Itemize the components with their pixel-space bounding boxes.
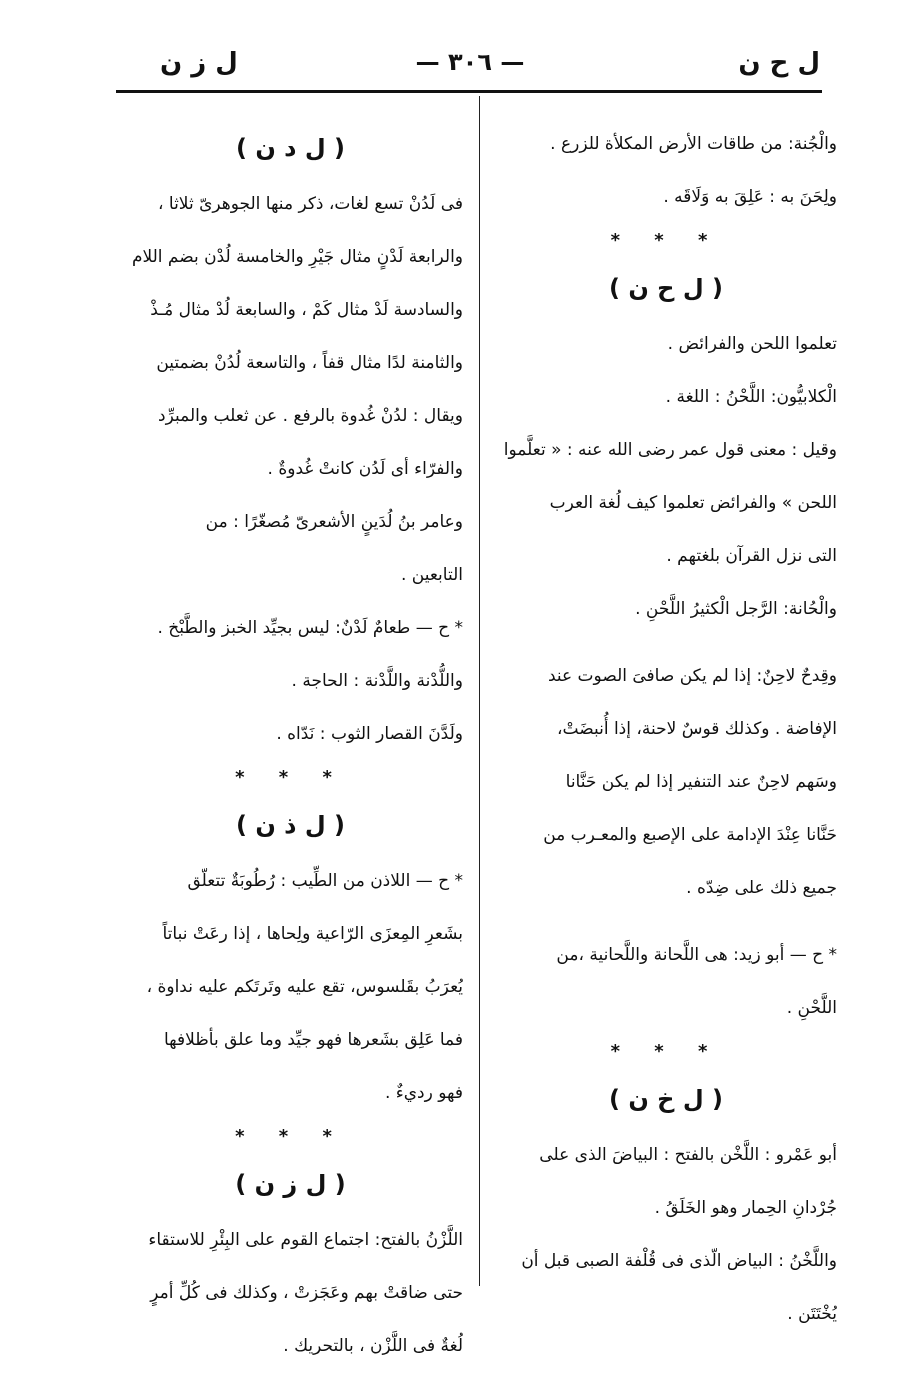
text-line: فما عَلِق بشَعرها فهو جيِّد وما علق بأظلافها (163, 1030, 463, 1050)
entry-lhn-abu-zaid (495, 929, 837, 1035)
column-divider (479, 96, 480, 1286)
header-root-right: ل ح ن (738, 48, 820, 78)
section-separator: * * * (235, 1126, 346, 1147)
text-line: اللحن » والفرائض تعلموا كيف لُغة العرب (549, 493, 837, 513)
left-column (118, 118, 463, 1373)
text-line: * ح — اللاذن من الطِّيب : رُطُوبَةٌ تتعلّق (187, 871, 463, 891)
text-line: واللَّخْنُ : البياض الّذى فى قُلْفة الصبى قبل أن (521, 1251, 837, 1271)
header-root-left: ل ز ن (160, 48, 238, 78)
text-line: * ح — طعامٌ لَدْنٌ: ليس بجيِّد الخبز والطَّبْخ . (157, 618, 463, 638)
text-line: تعلموا اللحن والفرائض . (667, 334, 837, 354)
root-heading-ldn: ( ل د ن ) (236, 134, 345, 162)
text-line: ولِحَنَ به : عَلِقَ به وَلَاقَه . (663, 187, 837, 207)
text-line: يُخْتَتَن . (787, 1304, 837, 1324)
text-line: حَنَّانا عِنْدَ الإدامة على الإصبع والمعـرب من (543, 825, 837, 845)
text-line: التابعين . (400, 565, 463, 585)
section-separator: * * * (610, 230, 722, 251)
root-heading-lhn: ( ل ح ن ) (609, 274, 723, 302)
entry-lhn (495, 318, 837, 636)
text-line: فى لَدُنْ تسع لغات، ذكر منها الجوهرىّ ثلاثا ، (158, 194, 463, 214)
entry-ladun-h (118, 602, 463, 761)
text-line: والْجُنة: من طاقات الأرض المكلأة للزرع . (550, 134, 837, 154)
entry-lkhn (495, 1129, 837, 1341)
text-line: اللَّزْنُ بالفتح: اجتماع القوم على البِئْرِ للاستقاء (148, 1230, 463, 1250)
text-line: أبو عَمْرو : اللَّخْن بالفتح : البياضَ الذى على (539, 1145, 837, 1165)
text-line: التى نزل القرآن بلغتهم . (666, 546, 837, 566)
text-line: الإفاضة . وكذلك قوسٌ لاحنة، إذا أُنبضَتْ، (557, 719, 837, 739)
text-line: جُرْدانِ الحِمار وهو الخَلَقُ . (654, 1198, 837, 1218)
text-line: فهو رديءٌ . (384, 1083, 463, 1103)
text-line: وسَهم لاحِنٌ عند التنفير إذا لم يكن حَنَّانا (565, 772, 837, 792)
root-heading-lzn: ( ل ز ن ) (235, 1170, 346, 1198)
section-separator: * * * (235, 767, 346, 788)
entry-ladhan (118, 855, 463, 1120)
entry-lazn (118, 1214, 463, 1373)
text-line: والثامنة لدًا مثال قفاً ، والتاسعة لُدُنْ بضمتين (156, 353, 463, 373)
root-heading-lkhn: ( ل خ ن ) (609, 1085, 723, 1113)
text-line: والرابعة لَدْنٍ مثال جَيْرِ والخامسة لُدْن بضم اللام (131, 247, 463, 267)
text-line: حتى ضاقتْ بهم وعَجَزتْ ، وكذلك فى كُلِّ أمرٍ (150, 1283, 463, 1303)
text-line: * ح — أبو زيد: هى اللَّحانة واللَّحانية ،من (556, 945, 837, 965)
text-line: ولَدَّنَ القصار الثوب : نَدّاه . (276, 724, 463, 744)
page-header (120, 48, 820, 88)
page-number: — ٣٠٦ — (415, 48, 525, 76)
entry-ladun (118, 178, 463, 496)
entry-jnh-continued (495, 118, 837, 224)
text-line: واللُّدْنة واللَّدْنة : الحاجة . (291, 671, 463, 691)
text-line: وقيل : معنى قول عمر رضى الله عنه : « تعلَّموا (503, 440, 837, 460)
section-separator: * * * (610, 1041, 722, 1062)
right-column (495, 118, 837, 1341)
text-line: والسادسة لَدْ مثال كَمْ ، والسابعة لُدْ مثال مُـذْ (150, 300, 463, 320)
text-line: الْكلابيُّون: اللَّحْنُ : اللغة . (665, 387, 837, 407)
text-line: اللَّحْنِ . (786, 998, 837, 1018)
text-line: يُعرَبُ بقَلسوس، تقع عليه وتَرتَكم عليه نداوة ، (146, 977, 463, 997)
entry-lhn-qidh (495, 650, 837, 915)
text-line: والفرّاء أى لَدُن كانتْ غُدوةٌ . (267, 459, 463, 479)
entry-ladun-amir (118, 496, 463, 602)
text-line: والْحُانة: الرَّجل الْكثيرُ اللَّحْنِ . (635, 599, 837, 619)
text-line: وقِدحٌ لاحِنٌ: إذا لم يكن صافىَ الصوت عند (547, 666, 837, 686)
text-line: لُغةٌ فى اللَّزْن ، بالتحريك . (283, 1336, 463, 1356)
root-heading-ldhn: ( ل ذ ن ) (236, 811, 345, 839)
header-rule (116, 90, 822, 93)
text-line: وعامر بنُ لُدَينٍ الأشعرىّ مُصغّرًا : من (205, 512, 463, 532)
text-line: جميع ذلك على ضِدّه . (686, 878, 837, 898)
text-line: بشَعرِ المِعزَى الرّاعية ولِحاها ، إذا رعَتْ نباتاً (162, 924, 463, 944)
text-line: ويقال : لدُنْ غُدوة بالرفع . عن ثعلب والمبرِّد (158, 406, 463, 426)
